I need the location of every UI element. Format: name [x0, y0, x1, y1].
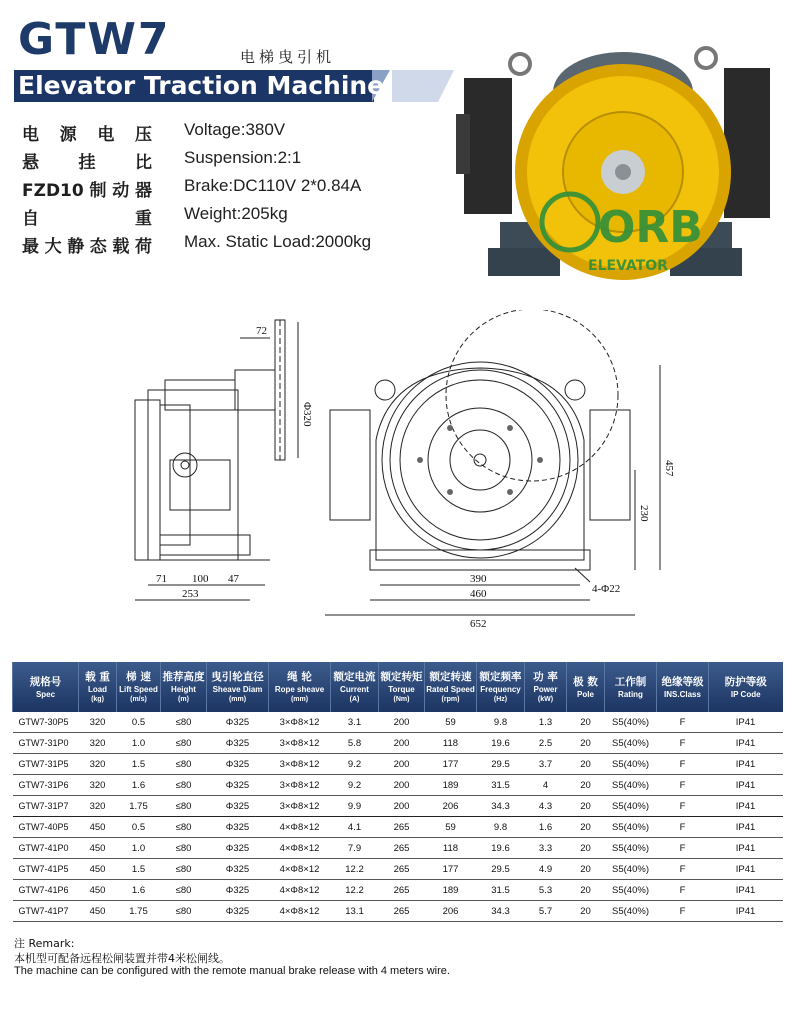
table-cell: 1.5	[117, 754, 161, 775]
table-cell: 200	[379, 733, 425, 754]
table-cell: 31.5	[477, 880, 525, 901]
table-cell: S5(40%)	[605, 838, 657, 859]
table-cell: S5(40%)	[605, 796, 657, 817]
dim-320: Φ320	[301, 402, 313, 427]
table-cell: 265	[379, 859, 425, 880]
table-cell: IP41	[709, 733, 783, 754]
table-cell: F	[657, 817, 709, 838]
table-cell: 34.3	[477, 901, 525, 922]
table-cell: 177	[425, 754, 477, 775]
table-cell: Φ325	[207, 754, 269, 775]
table-cell: ≤80	[161, 796, 207, 817]
table-cell: 19.6	[477, 838, 525, 859]
table-cell: F	[657, 796, 709, 817]
table-cell: 20	[567, 859, 605, 880]
table-cell: 450	[79, 859, 117, 880]
column-header	[117, 662, 161, 712]
table-cell: 59	[425, 817, 477, 838]
table-cell: Φ325	[207, 733, 269, 754]
table-row	[13, 775, 783, 796]
table-cell: 4×Φ8×12	[269, 838, 331, 859]
column-header	[161, 662, 207, 712]
table-cell: GTW7-31P7	[13, 796, 79, 817]
table-cell: 206	[425, 796, 477, 817]
table-cell: 9.2	[331, 754, 379, 775]
table-cell: 4×Φ8×12	[269, 859, 331, 880]
spec-value-weight: Weight:205kg	[184, 204, 288, 223]
table-cell: 450	[79, 838, 117, 859]
table-cell: 320	[79, 754, 117, 775]
table-cell: 189	[425, 775, 477, 796]
table-cell: 450	[79, 880, 117, 901]
column-header-en: Torque	[388, 685, 415, 694]
table-cell: 9.8	[477, 712, 525, 733]
spec-value-static-load: Max. Static Load:2000kg	[184, 232, 372, 251]
table-cell: 12.2	[331, 880, 379, 901]
table-cell: Φ325	[207, 859, 269, 880]
column-header	[709, 662, 783, 712]
table-cell: 20	[567, 733, 605, 754]
table-cell: 4.1	[331, 817, 379, 838]
table-cell: IP41	[709, 775, 783, 796]
dim-71: 71	[156, 573, 167, 585]
table-cell: GTW7-30P5	[13, 712, 79, 733]
spec-label-static-load: 最大静态载荷	[22, 237, 152, 257]
column-header-cn: 工作制	[614, 675, 647, 688]
table-cell: F	[657, 859, 709, 880]
column-header-en: IP Code	[730, 689, 761, 699]
column-header-unit: (Nm)	[393, 696, 410, 703]
column-header-cn: 载 重	[85, 671, 110, 683]
table-cell: 3×Φ8×12	[269, 754, 331, 775]
table-cell: Φ325	[207, 901, 269, 922]
spec-value-suspension: Suspension:2:1	[184, 148, 302, 167]
dim-253: 253	[182, 588, 199, 600]
table-cell: IP41	[709, 859, 783, 880]
table-row	[13, 712, 783, 733]
table-cell: 20	[567, 754, 605, 775]
column-header-cn: 额定电流	[333, 671, 376, 683]
table-cell: 3.7	[525, 754, 567, 775]
table-body	[13, 712, 783, 922]
remark-english: The machine can be configured with the remote manual brake release with 4 meters wire.	[14, 965, 450, 977]
table-row	[13, 880, 783, 901]
spec-label-brake: FZD10制动器	[22, 181, 152, 201]
table-cell: ≤80	[161, 901, 207, 922]
column-header-unit: (Hz)	[493, 696, 508, 703]
table-cell: 20	[567, 901, 605, 922]
table-cell: S5(40%)	[605, 880, 657, 901]
table-cell: 177	[425, 859, 477, 880]
column-header-en: INS.Class	[664, 689, 701, 699]
table-row	[13, 859, 783, 880]
column-header-cn: 规格号	[29, 675, 62, 688]
table-cell: 5.7	[525, 901, 567, 922]
table-cell: 320	[79, 796, 117, 817]
table-cell: 20	[567, 796, 605, 817]
table-cell: 3.3	[525, 838, 567, 859]
table-cell: GTW7-41P6	[13, 880, 79, 901]
model-title: GTW7	[18, 14, 171, 65]
table-cell: 1.3	[525, 712, 567, 733]
remark-chinese: 本机型可配备远程松闸装置并带4米松闸线。	[14, 952, 230, 965]
table-cell: Φ325	[207, 712, 269, 733]
table-cell: 206	[425, 901, 477, 922]
table-header-row	[13, 662, 783, 712]
spec-value-brake: Brake:DC110V 2*0.84A	[184, 176, 362, 195]
table-cell: 1.0	[117, 733, 161, 754]
dim-47: 47	[228, 573, 239, 585]
column-header-cn: 梯 速	[126, 671, 151, 683]
table-cell: F	[657, 733, 709, 754]
table-row	[13, 796, 783, 817]
column-header-en: Rating	[618, 689, 643, 699]
table-cell: 2.5	[525, 733, 567, 754]
column-header-en: Current	[340, 685, 369, 694]
table-cell: ≤80	[161, 733, 207, 754]
table-cell: 4×Φ8×12	[269, 880, 331, 901]
table-cell: IP41	[709, 712, 783, 733]
table-row	[13, 838, 783, 859]
spec-label-voltage: 电源电压	[22, 125, 152, 145]
table-cell: GTW7-40P5	[13, 817, 79, 838]
column-header-en: Load	[87, 685, 108, 694]
logo-text: ORB	[598, 202, 703, 253]
table-cell: ≤80	[161, 859, 207, 880]
table-cell: 265	[379, 880, 425, 901]
table-cell: 20	[567, 817, 605, 838]
column-header	[13, 662, 79, 712]
table-cell: 3.1	[331, 712, 379, 733]
table-cell: 3×Φ8×12	[269, 712, 331, 733]
table-cell: 29.5	[477, 754, 525, 775]
column-header-cn: 防护等级	[724, 675, 767, 688]
column-header	[605, 662, 657, 712]
table-cell: 4×Φ8×12	[269, 817, 331, 838]
spec-value-voltage: Voltage:380V	[184, 120, 286, 139]
table-cell: S5(40%)	[605, 733, 657, 754]
table-cell: Φ325	[207, 817, 269, 838]
chinese-title: 电梯曳引机	[240, 48, 336, 66]
column-header-en: Height	[171, 685, 196, 694]
logo-subtext: ELEVATOR	[588, 258, 668, 274]
table-cell: 189	[425, 880, 477, 901]
column-header-cn: 曳引轮直径	[211, 671, 264, 683]
spec-label-suspension: 悬挂比	[22, 153, 152, 173]
table-row	[13, 733, 783, 754]
table-cell: 20	[567, 880, 605, 901]
table-cell: 200	[379, 796, 425, 817]
table-cell: 29.5	[477, 859, 525, 880]
table-cell: IP41	[709, 796, 783, 817]
table-cell: 20	[567, 838, 605, 859]
column-header-cn: 功 率	[533, 671, 558, 683]
table-cell: 4.3	[525, 796, 567, 817]
column-header	[657, 662, 709, 712]
table-cell: 0.5	[117, 712, 161, 733]
table-cell: F	[657, 880, 709, 901]
table-cell: F	[657, 838, 709, 859]
column-header-unit: (m/s)	[130, 696, 147, 703]
banner-stripe-light	[392, 70, 454, 102]
column-header-en: Frequency	[480, 685, 521, 694]
table-cell: 5.8	[331, 733, 379, 754]
column-header	[425, 662, 477, 712]
dim-100: 100	[192, 573, 209, 585]
table-cell: 1.75	[117, 901, 161, 922]
table-cell: S5(40%)	[605, 817, 657, 838]
column-header	[269, 662, 331, 712]
column-header-cn: 额定频率	[479, 671, 522, 683]
table-cell: 200	[379, 754, 425, 775]
table-cell: Φ325	[207, 880, 269, 901]
column-header-cn: 额定转矩	[380, 671, 423, 683]
column-header	[79, 662, 117, 712]
table-cell: S5(40%)	[605, 775, 657, 796]
table-cell: 7.9	[331, 838, 379, 859]
table-cell: 20	[567, 775, 605, 796]
table-cell: ≤80	[161, 817, 207, 838]
table-cell: IP41	[709, 754, 783, 775]
column-header-unit: (kW)	[537, 696, 554, 703]
table-cell: 3×Φ8×12	[269, 796, 331, 817]
column-header-en: Rated Speed	[426, 685, 475, 694]
table-cell: F	[657, 775, 709, 796]
table-cell: GTW7-41P7	[13, 901, 79, 922]
table-cell: F	[657, 901, 709, 922]
table-cell: ≤80	[161, 880, 207, 901]
column-header-unit: (m)	[178, 696, 189, 703]
table-cell: 1.6	[525, 817, 567, 838]
table-cell: Φ325	[207, 796, 269, 817]
table-cell: 200	[379, 775, 425, 796]
table-cell: ≤80	[161, 754, 207, 775]
table-cell: F	[657, 754, 709, 775]
column-header	[331, 662, 379, 712]
table-cell: IP41	[709, 817, 783, 838]
table-row	[13, 754, 783, 775]
technical-drawing	[120, 310, 680, 630]
table-cell: S5(40%)	[605, 712, 657, 733]
table-row	[13, 817, 783, 838]
table-cell: 265	[379, 838, 425, 859]
table-cell: 4×Φ8×12	[269, 901, 331, 922]
table-cell: 1.6	[117, 880, 161, 901]
table-cell: GTW7-41P5	[13, 859, 79, 880]
machine-photo	[448, 22, 774, 284]
column-header-en: Pole	[577, 689, 594, 699]
english-title: Elevator Traction Machine	[18, 71, 385, 100]
dim-72: 72	[256, 325, 267, 337]
table-cell: 34.3	[477, 796, 525, 817]
table-cell: 1.75	[117, 796, 161, 817]
column-header-cn: 额定转速	[429, 671, 472, 683]
column-header-unit: (mm)	[228, 696, 247, 703]
table-cell: GTW7-41P0	[13, 838, 79, 859]
column-header-en: Power	[533, 685, 558, 694]
table-cell: S5(40%)	[605, 754, 657, 775]
table-cell: IP41	[709, 880, 783, 901]
dim-390: 390	[470, 573, 487, 585]
table-cell: 450	[79, 901, 117, 922]
column-header	[379, 662, 425, 712]
table-cell: ≤80	[161, 712, 207, 733]
dim-652: 652	[470, 618, 487, 630]
column-header-en: Lift Speed	[119, 685, 158, 694]
table-cell: Φ325	[207, 775, 269, 796]
table-cell: Φ325	[207, 838, 269, 859]
table-cell: IP41	[709, 838, 783, 859]
table-cell: GTW7-31P0	[13, 733, 79, 754]
spec-table	[12, 662, 783, 922]
table-cell: 9.8	[477, 817, 525, 838]
table-cell: 3×Φ8×12	[269, 775, 331, 796]
table-cell: 5.3	[525, 880, 567, 901]
table-cell: 118	[425, 838, 477, 859]
table-cell: 12.2	[331, 859, 379, 880]
table-cell: 13.1	[331, 901, 379, 922]
table-cell: 9.9	[331, 796, 379, 817]
table-cell: S5(40%)	[605, 901, 657, 922]
table-cell: 19.6	[477, 733, 525, 754]
column-header	[477, 662, 525, 712]
remark-title: 注 Remark:	[14, 937, 75, 950]
column-header-cn: 绳 轮	[287, 671, 312, 683]
column-header-unit: (rpm)	[441, 696, 460, 703]
column-header-cn: 极 数	[573, 675, 598, 688]
table-cell: 4.9	[525, 859, 567, 880]
table-cell: IP41	[709, 901, 783, 922]
column-header-en: Spec	[35, 689, 56, 699]
column-header-cn: 绝缘等级	[661, 675, 704, 688]
dim-holes: 4-Φ22	[592, 583, 621, 595]
table-cell: F	[657, 712, 709, 733]
column-header-en: Sheave Diam	[212, 685, 263, 694]
table-cell: S5(40%)	[605, 859, 657, 880]
table-cell: 200	[379, 712, 425, 733]
dim-230: 230	[638, 505, 650, 522]
table-cell: ≤80	[161, 775, 207, 796]
column-header-cn: 推荐高度	[162, 671, 205, 683]
dim-457: 457	[663, 460, 675, 477]
table-row	[13, 901, 783, 922]
column-header	[207, 662, 269, 712]
table-cell: 59	[425, 712, 477, 733]
table-cell: 4	[525, 775, 567, 796]
table-cell: 320	[79, 712, 117, 733]
table-cell: 31.5	[477, 775, 525, 796]
spec-label-weight: 自重	[22, 209, 152, 229]
column-header-unit: (mm)	[290, 696, 309, 703]
table-cell: GTW7-31P6	[13, 775, 79, 796]
table-cell: 20	[567, 712, 605, 733]
table-cell: 450	[79, 817, 117, 838]
dim-460: 460	[470, 588, 487, 600]
table-cell: 1.6	[117, 775, 161, 796]
column-header-en: Rope sheave	[274, 685, 325, 694]
column-header	[567, 662, 605, 712]
table-cell: 1.0	[117, 838, 161, 859]
column-header-unit: (kg)	[91, 696, 104, 703]
table-cell: 118	[425, 733, 477, 754]
table-cell: 9.2	[331, 775, 379, 796]
table-cell: 265	[379, 901, 425, 922]
table-cell: 265	[379, 817, 425, 838]
column-header-unit: (A)	[349, 696, 360, 703]
table-cell: 320	[79, 775, 117, 796]
table-cell: 0.5	[117, 817, 161, 838]
table-cell: 320	[79, 733, 117, 754]
table-cell: GTW7-31P5	[13, 754, 79, 775]
table-cell: 3×Φ8×12	[269, 733, 331, 754]
table-cell: ≤80	[161, 838, 207, 859]
column-header	[525, 662, 567, 712]
table-cell: 1.5	[117, 859, 161, 880]
